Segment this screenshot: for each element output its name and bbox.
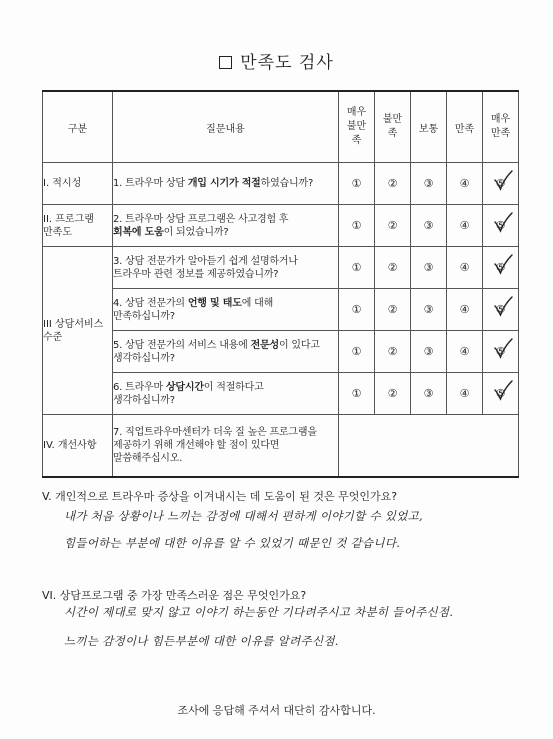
circled-number: ⑤ (495, 261, 506, 274)
question-text: 3. 상담 전문가가 알아듣기 쉽게 설명하거나 트라우마 관련 정보를 제공하였습니까? (113, 255, 298, 280)
table-row (43, 331, 519, 373)
table-header-row (43, 91, 519, 163)
circled-number: ⑤ (495, 219, 506, 232)
circled-number: ① (351, 303, 362, 316)
circled-number: ⑤ (495, 177, 506, 190)
circled-number: ② (387, 387, 398, 400)
question-text: 4. 상담 전문가의 언행 및 태도에 대해 만족하십니까? (113, 297, 274, 322)
page-title-text: 만족도 검사 (240, 53, 334, 73)
circled-number: ④ (459, 177, 470, 190)
answer-option-q1-5[interactable] (483, 163, 519, 205)
question-5 (113, 331, 339, 373)
answer-option-q5-2[interactable] (375, 331, 411, 373)
question-emphasis: 상담시간 (165, 381, 204, 393)
question-emphasis: 전문성 (250, 339, 279, 351)
table-row (43, 247, 519, 289)
answer-option-q1-3[interactable] (411, 163, 447, 205)
category-counselor: III 상담서비스 수준 (43, 247, 113, 415)
answer-option-q3-4[interactable] (447, 247, 483, 289)
circled-number: ⑤ (495, 387, 506, 400)
answer-option-q2-2[interactable] (375, 205, 411, 247)
header-option-dissatisfied: 불만 족 (375, 91, 411, 163)
circled-number: ④ (459, 303, 470, 316)
answer-option-q4-1[interactable] (339, 289, 375, 331)
question-emphasis: 회복에 도움 (113, 226, 164, 238)
circled-number: ④ (459, 387, 470, 400)
answer-option-q3-5[interactable] (483, 247, 519, 289)
answer-option-q6-3[interactable] (411, 373, 447, 415)
answer-option-q5-4[interactable] (447, 331, 483, 373)
table-row (43, 289, 519, 331)
question-1 (113, 163, 339, 205)
answer-option-q1-4[interactable] (447, 163, 483, 205)
question-text: 5. 상담 전문가의 서비스 내용에 전문성이 있다고 생각하십니까? (113, 339, 320, 364)
table-row (43, 373, 519, 415)
section5-answer-line-2: 힘들어하는 부분에 대한 이유를 알 수 있었기 때문인 것 같습니다. (64, 536, 401, 550)
answer-option-q1-2[interactable] (375, 163, 411, 205)
question-3 (113, 247, 339, 289)
circled-number: ④ (459, 219, 470, 232)
question-text: 1. 트라우마 상담 개입 시기가 적절하였습니까? (113, 178, 314, 189)
circled-number: ⑤ (495, 303, 506, 316)
section5-answer-line-1: 내가 처음 상황이나 느끼는 감정에 대해서 편하게 이야기할 수 있었고, (64, 509, 424, 523)
answer-option-q3-3[interactable] (411, 247, 447, 289)
category-timeliness: I. 적시성 (43, 163, 113, 205)
answer-option-q3-1[interactable] (339, 247, 375, 289)
circled-number: ① (351, 219, 362, 232)
circled-number: ③ (423, 177, 434, 190)
circled-number: ③ (423, 261, 434, 274)
section6-answer-line-1: 시간이 제대로 맞지 않고 이야기 하는동안 기다려주시고 차분히 들어주신점. (64, 605, 454, 619)
header-question: 질문내용 (113, 91, 339, 163)
table-row (43, 415, 519, 477)
circled-number: ① (351, 177, 362, 190)
header-option-very-satisfied: 매우 만족 (483, 91, 519, 163)
circled-number: ② (387, 177, 398, 190)
question-text: 6. 트라우마 상담시간이 적절하다고 생각하십니까? (113, 381, 264, 406)
question-6 (113, 373, 339, 415)
table-row (43, 205, 519, 247)
circled-number: ③ (423, 303, 434, 316)
header-category: 구분 (43, 91, 113, 163)
answer-option-q2-5[interactable] (483, 205, 519, 247)
header-option-very-dissatisfied: 매우 불만 족 (339, 91, 375, 163)
answer-option-q6-1[interactable] (339, 373, 375, 415)
answer-option-q6-4[interactable] (447, 373, 483, 415)
category-program: II. 프로그램 만족도 (43, 205, 113, 247)
answer-option-q2-3[interactable] (411, 205, 447, 247)
circled-number: ⑤ (495, 345, 506, 358)
answer-option-q6-2[interactable] (375, 373, 411, 415)
circled-number: ④ (459, 345, 470, 358)
header-option-satisfied: 만족 (447, 91, 483, 163)
answer-option-q1-1[interactable] (339, 163, 375, 205)
answer-option-q4-2[interactable] (375, 289, 411, 331)
circled-number: ③ (423, 345, 434, 358)
question-emphasis: 언행 및 태도 (187, 297, 242, 309)
answer-option-q2-4[interactable] (447, 205, 483, 247)
answer-option-q4-3[interactable] (411, 289, 447, 331)
header-option-neutral: 보통 (411, 91, 447, 163)
circled-number: ① (351, 261, 362, 274)
footer-thanks: 조사에 응답해 주셔서 대단히 감사합니다. (177, 704, 376, 717)
question-2 (113, 205, 339, 247)
section6-answer-line-2: 느끼는 감정이나 힘든부분에 대한 이유를 알려주신점. (64, 634, 339, 648)
section6-question: VI. 상담프로그램 중 가장 만족스러운 점은 무엇인가요? (42, 589, 307, 602)
satisfaction-table (42, 90, 519, 478)
answer-option-q3-2[interactable] (375, 247, 411, 289)
answer-option-q4-4[interactable] (447, 289, 483, 331)
category-improvement: IV. 개선사항 (43, 415, 113, 477)
answer-option-q2-1[interactable] (339, 205, 375, 247)
checkbox-square-icon (219, 56, 232, 69)
circled-number: ② (387, 345, 398, 358)
circled-number: ① (351, 345, 362, 358)
page-title (0, 48, 553, 73)
circled-number: ③ (423, 219, 434, 232)
answer-option-q5-1[interactable] (339, 331, 375, 373)
improvement-answer-area[interactable] (339, 415, 519, 477)
circled-number: ② (387, 261, 398, 274)
section5-question: V. 개인적으로 트라우마 증상을 이겨내시는 데 도움이 된 것은 무엇인가요? (42, 490, 398, 503)
circled-number: ① (351, 387, 362, 400)
circled-number: ④ (459, 261, 470, 274)
question-7: 7. 직업트라우마센터가 더욱 질 높은 프로그램을 제공하기 위해 개선해야 할 점이 있다면 말씀해주십시오. (113, 415, 339, 477)
question-text: 2. 트라우마 상담 프로그램은 사고경험 후 회복에 도움이 되었습니까? (113, 213, 289, 238)
question-4 (113, 289, 339, 331)
answer-option-q6-5[interactable] (483, 373, 519, 415)
answer-option-q5-5[interactable] (483, 331, 519, 373)
question-emphasis: 개입 시기가 적절 (187, 178, 261, 189)
answer-option-q5-3[interactable] (411, 331, 447, 373)
table-row (43, 163, 519, 205)
circled-number: ② (387, 303, 398, 316)
answer-option-q4-5[interactable] (483, 289, 519, 331)
circled-number: ③ (423, 387, 434, 400)
circled-number: ② (387, 219, 398, 232)
